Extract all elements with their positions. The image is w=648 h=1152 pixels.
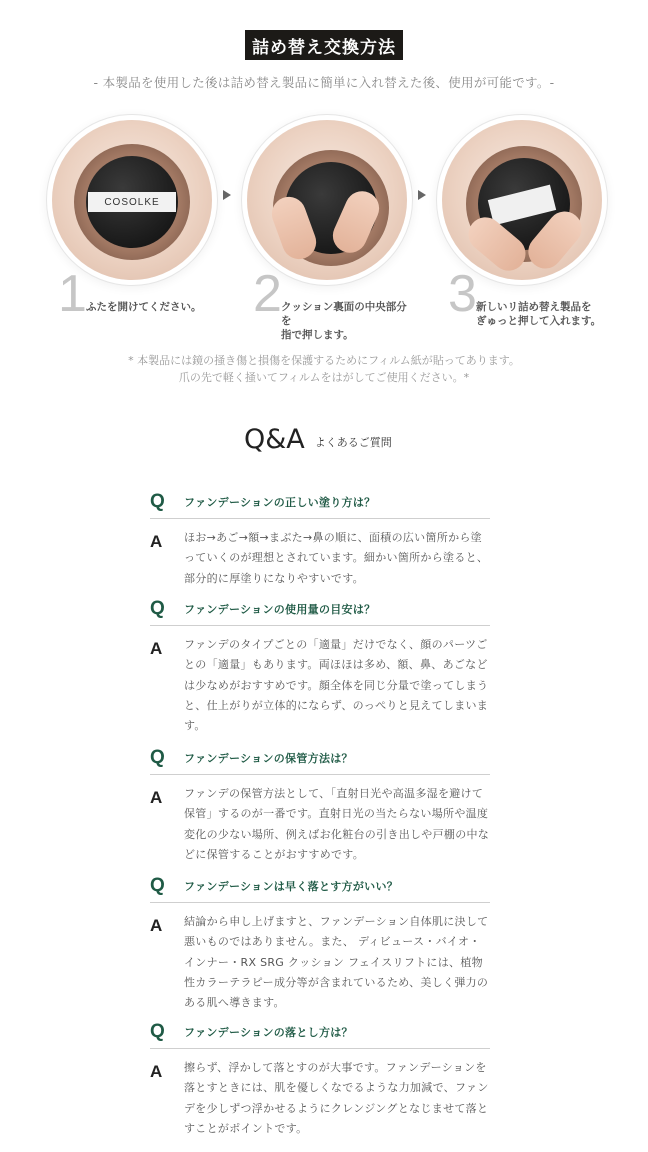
step-3 [442, 120, 607, 335]
section-title: 詰め替え交換方法 [245, 30, 403, 60]
question-mark-label: Q [150, 598, 165, 619]
qa-heading [244, 424, 392, 455]
answer-mark-label: A [150, 532, 163, 551]
qa-item [150, 1018, 490, 1139]
step-caption: 新しいリ詰め替え製品を ぎゅっと押して入れます。 [476, 301, 602, 327]
answer-text: ほお→あご→額→まぶた→鼻の順に、面積の広い箇所から塗っていくのが理想とされています。細かい箇所から塗ると、部分的に厚塗りになりやすいです。 [184, 531, 489, 585]
question-text: ファンデーションは早く落とす方がいい？ [184, 880, 399, 893]
product-logo: COSOLKE [88, 192, 176, 212]
qa-item [150, 872, 490, 1013]
answer-mark-label: A [150, 639, 163, 658]
step-3-photo [442, 120, 602, 280]
answer-text: 擦らず、浮かして落とすのが大事です。ファンデーションを落とすときには、肌を優しくなでるような力加減で、ファンデを少しずつ浮かせるようにクレンジングとなじませて落とすことがポイントです。 [184, 1061, 489, 1135]
step-1 [52, 120, 217, 335]
divider [150, 902, 490, 903]
answer-mark-label: A [150, 788, 163, 807]
answer-text: 結論から申し上げますと、ファンデーション自体肌に決して悪いものではありません。また、 ディビュース・バイオ・インナー・RX SRG クッション フェイスリフトには、植物性カラーテラピー成分等が含まれているため、美しく弾力のある肌へ導きます。 [184, 915, 489, 1010]
arrow-right-icon [418, 190, 426, 200]
divider [150, 1048, 490, 1049]
qa-subtitle: よくあるご質問 [314, 435, 392, 449]
step-caption: クッション裏面の中央部分を 指で押します。 [281, 301, 407, 341]
step-number: 3 [448, 265, 477, 323]
question-text: ファンデーションの正しい塗り方は？ [184, 496, 376, 509]
question-mark-label: Q [150, 747, 165, 768]
step-1-photo [52, 120, 212, 280]
answer-mark-label: A [150, 1062, 163, 1081]
answer-text: ファンデの保管方法として、「直射日光や高温多湿を避けて保管」するのが一番です。直射日光の当たらない場所や温度変化の少ない場所、例えばお化粧台の引き出しや戸棚の中などに保管することがおすすめです。 [184, 787, 490, 861]
step-number: 2 [253, 265, 282, 323]
qa-item [150, 595, 490, 736]
arrow-right-icon [223, 190, 231, 200]
step-number: 1 [58, 265, 87, 323]
qa-title: Q&A [244, 424, 305, 455]
step-2-photo [247, 120, 407, 280]
qa-item [150, 744, 490, 865]
question-mark-label: Q [150, 1021, 165, 1042]
answer-mark-label: A [150, 916, 163, 935]
question-text: ファンデーションの使用量の目安は？ [184, 603, 376, 616]
section-subtitle: - 本製品を使用した後は詰め替え製品に簡単に入れ替えた後、使用が可能です。- [93, 75, 555, 90]
qa-item [150, 488, 490, 589]
film-note: * 本製品には鏡の掻き傷と損傷を保護するためにフィルム紙が貼ってあります。 爪の先で軽く掻いてフィルムをはがしてご使用ください。* [128, 354, 520, 384]
divider [150, 774, 490, 775]
step-2 [247, 120, 412, 341]
answer-text: ファンデのタイプごとの「適量」だけでなく、顔のパーツごとの「適量」もあります。両ほほは多め、額、鼻、あごなどは少なめがおすすめです。顔全体を同じ分量で塗ってしまうと、仕上がりが立体的にならず、のっぺりと見えてしまいます。 [184, 638, 489, 733]
question-mark-label: Q [150, 875, 165, 896]
step-caption: ふたを開けてください。 [86, 301, 202, 313]
divider [150, 518, 490, 519]
divider [150, 625, 490, 626]
question-text: ファンデーションの落とし方は？ [184, 1026, 353, 1039]
question-text: ファンデーションの保管方法は？ [184, 752, 353, 765]
question-mark-label: Q [150, 491, 165, 512]
